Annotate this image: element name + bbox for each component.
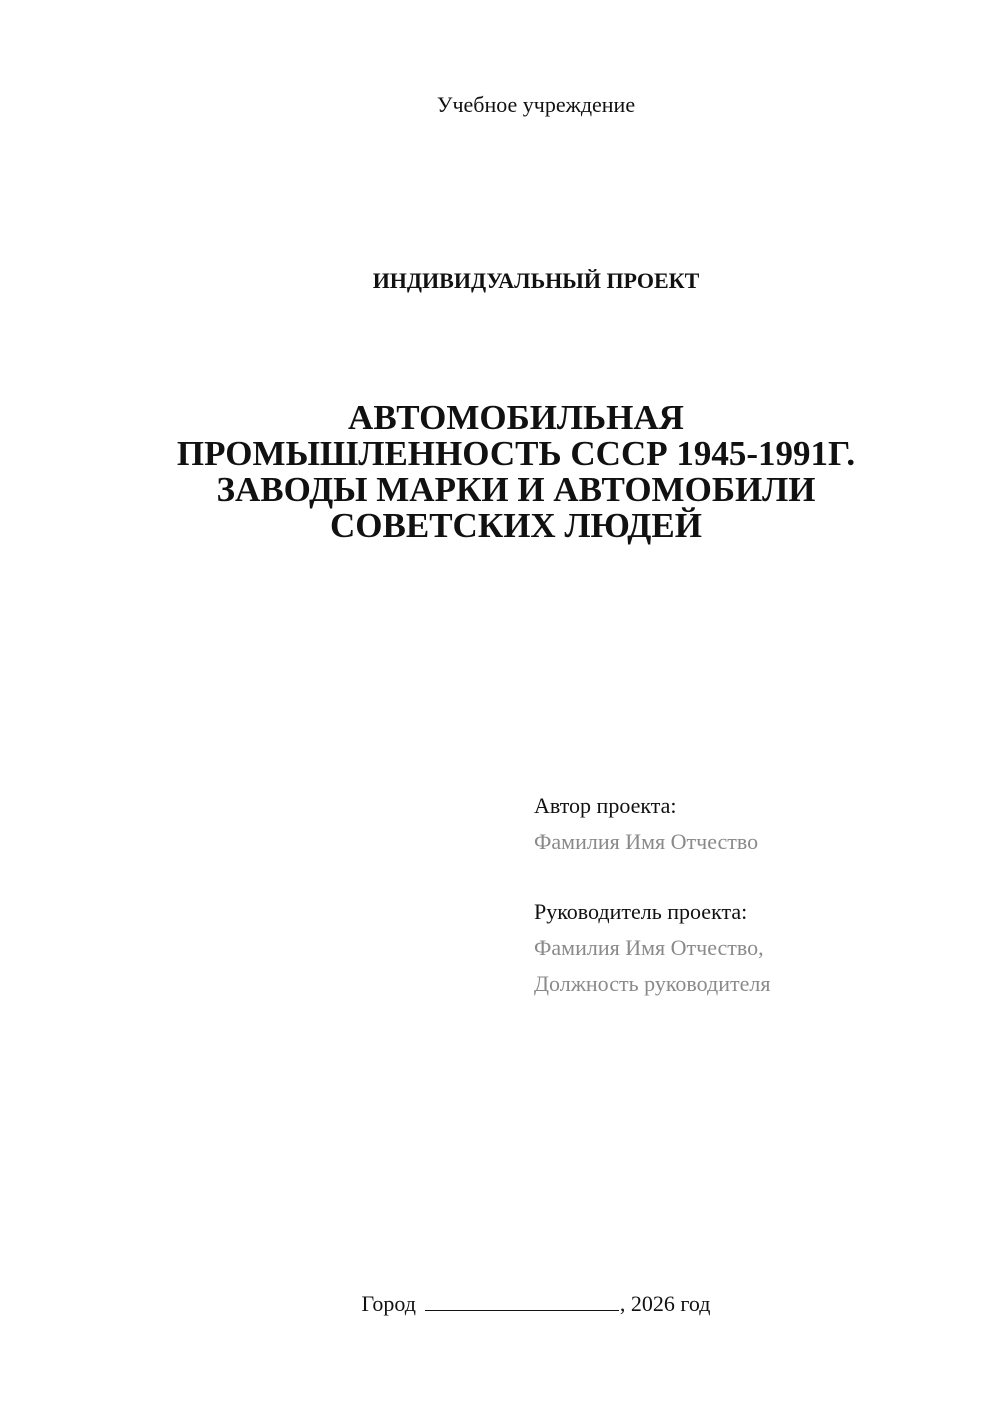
- author-name: Фамилия Имя Отчество: [534, 829, 759, 854]
- credits-block: [534, 788, 974, 1002]
- year-text: , 2026 год: [619, 1291, 711, 1316]
- title-line: ЗАВОДЫ МАРКИ И АВТОМОБИЛИ: [216, 470, 816, 509]
- document-type: ИНДИВИДУАЛЬНЫЙ ПРОЕКТ: [372, 268, 700, 293]
- title-line: АВТОМОБИЛЬНАЯ: [348, 398, 684, 437]
- institution-name: Учебное учреждение: [436, 92, 636, 117]
- author-label: Автор проекта:: [534, 793, 677, 818]
- supervisor-position: Должность руководителя: [534, 971, 771, 996]
- footer-city-year: [0, 1290, 1000, 1317]
- supervisor-name: Фамилия Имя Отчество,: [534, 935, 764, 960]
- supervisor-label: Руководитель проекта:: [534, 899, 748, 924]
- title-line: СОВЕТСКИХ ЛЮДЕЙ: [330, 506, 702, 545]
- project-title: [100, 400, 932, 544]
- title-line: ПРОМЫШЛЕННОСТЬ СССР 1945-1991Г.: [176, 434, 856, 473]
- city-blank-line: [425, 1290, 619, 1311]
- city-label: Город: [361, 1291, 416, 1316]
- credits-spacer: [534, 860, 974, 894]
